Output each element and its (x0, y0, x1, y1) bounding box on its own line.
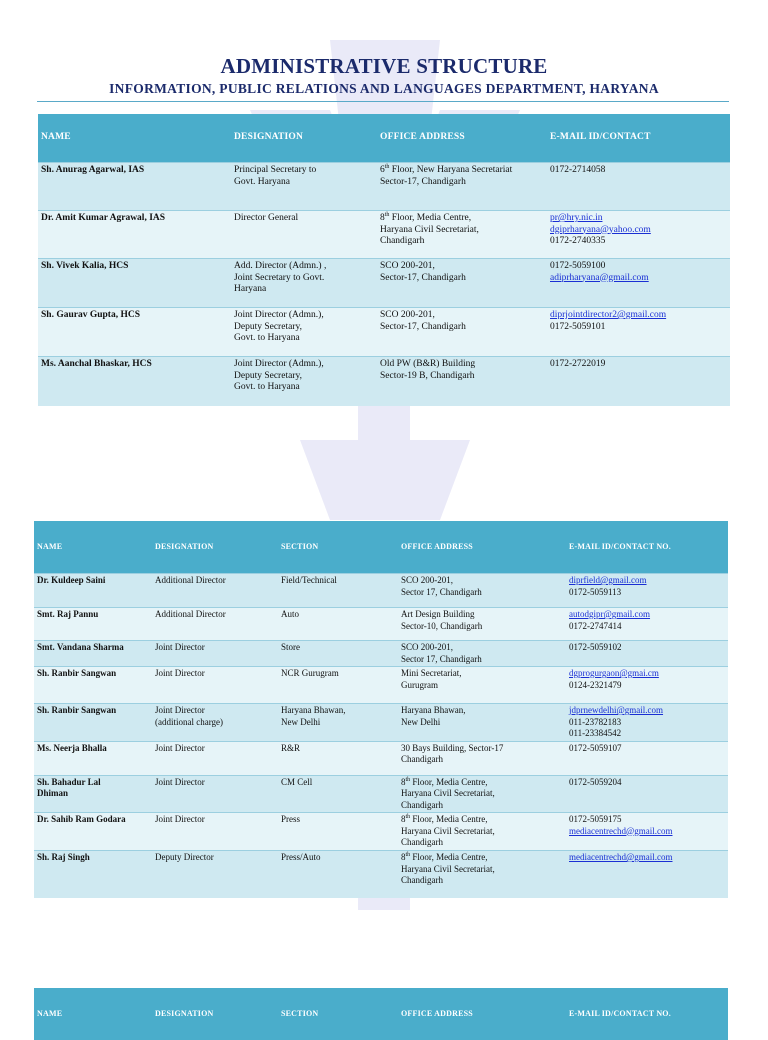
office-address (398, 741, 566, 775)
table-row (38, 259, 730, 308)
office-address (398, 775, 566, 813)
phone-number: 011-23782183 (569, 716, 622, 727)
floor-number: 8 (380, 213, 385, 223)
officer-name-line: Ms. Neerja Bhalla (37, 742, 107, 753)
contact-info (566, 775, 728, 813)
officer-name (34, 775, 152, 813)
contact-info (566, 741, 728, 775)
contact-line (569, 621, 725, 633)
contact-line (569, 642, 725, 654)
contact-info (547, 163, 730, 211)
col-header-designation: DESIGNATION (152, 521, 278, 574)
officer-designation (152, 813, 278, 851)
contact-line (569, 826, 725, 838)
phone-number: 0172-2714058 (550, 165, 606, 175)
contact-line (550, 165, 727, 177)
officer-section-line: Press/Auto (281, 852, 321, 862)
office-address-line: Haryana Civil Secretariat, (380, 224, 479, 235)
table-row (38, 163, 730, 211)
contact-line (550, 359, 727, 371)
officer-section (278, 851, 398, 898)
page-title: ADMINISTRATIVE STRUCTURE (220, 54, 548, 78)
office-address-line: SCO 200-201, (380, 261, 435, 271)
office-address-line: 30 Bays Building, Sector-17 (401, 742, 504, 753)
officer-designation-line: Joint Director (155, 705, 205, 715)
phone-number: 0172-5059101 (550, 321, 606, 332)
officer-designation (231, 308, 377, 357)
officer-designation-line: Joint Director (Admn.), (234, 359, 324, 369)
officer-designation-line: Deputy Secretary, (234, 370, 302, 381)
phone-number: 0172-5059100 (550, 261, 606, 271)
floor-number: 6 (380, 165, 385, 175)
phone-number: 0172-5059113 (569, 586, 622, 597)
contact-line (569, 743, 725, 755)
address-line (401, 777, 563, 789)
table-row (34, 608, 728, 641)
table-header-row (34, 521, 728, 574)
col-header-name: NAME (34, 521, 152, 574)
officer-name-line: Sh. Ranbir Sangwan (37, 705, 117, 715)
contact-info (547, 357, 730, 406)
officer-name-line: Dhiman (37, 788, 69, 798)
contact-info (566, 667, 728, 704)
officer-name: Dr. Amit Kumar Agrawal, IAS (38, 211, 231, 259)
contact-line (550, 322, 727, 334)
officer-section-line: Field/Technical (281, 575, 337, 585)
officer-name (34, 574, 152, 608)
phone-number: 0172-5059107 (569, 742, 622, 753)
officer-section-line: Haryana Bhawan, (281, 705, 346, 715)
office-address (398, 641, 566, 667)
officer-designation-line: Joint Director (155, 668, 205, 678)
office-address-line: Sector-17, Chandigarh (380, 176, 466, 187)
office-address-line: Sector 17, Chandigarh (401, 586, 482, 597)
office-address-line: Chandigarh (401, 799, 443, 810)
contact-line (550, 225, 727, 237)
contact-info (547, 259, 730, 308)
office-address (377, 211, 547, 259)
email-link[interactable]: jdprnewdelhi@gmail.com (569, 705, 664, 715)
officer-name-line: Sh. Raj Singh (37, 852, 90, 862)
officer-designation (231, 163, 377, 211)
email-link[interactable]: adiprharyana@gmail.com (550, 272, 649, 283)
contact-line (569, 609, 725, 621)
officer-name-line: Dr. Kuldeep Saini (37, 575, 106, 585)
phone-number: 0172-2722019 (550, 359, 606, 369)
office-address (398, 851, 566, 898)
address-line (401, 852, 563, 864)
officer-designation-line: (additional charge) (155, 716, 224, 727)
officer-designation (152, 775, 278, 813)
officer-section-line: CM Cell (281, 776, 313, 787)
officer-designation-line: Joint Director (Admn.), (234, 310, 324, 320)
table-row (34, 704, 728, 742)
contact-line (569, 680, 725, 692)
office-address (377, 357, 547, 406)
officer-section (278, 574, 398, 608)
phone-number: 0172-5059175 (569, 814, 622, 824)
officer-designation-line: Additional Director (155, 609, 226, 619)
contact-line (550, 310, 727, 322)
office-address-line: Chandigarh (401, 754, 443, 764)
officer-section (278, 667, 398, 704)
office-address-line: Sector-17, Chandigarh (380, 272, 466, 283)
table-row (34, 641, 728, 667)
table-header-row (38, 114, 730, 163)
officer-section-line: Store (281, 642, 300, 652)
officer-designation-line: Deputy Secretary, (234, 321, 302, 332)
office-address (377, 163, 547, 211)
office-address-line: Haryana Civil Secretariat, (401, 825, 495, 836)
officer-designation (152, 641, 278, 667)
table-row (38, 211, 730, 259)
officer-designation (152, 574, 278, 608)
email-link[interactable]: pr@hry.nic.in (550, 213, 603, 223)
contact-line (569, 668, 725, 680)
address-text: Floor, Media Centre, (410, 814, 488, 824)
officer-designation-line: Govt. Haryana (234, 176, 290, 187)
officer-name (34, 608, 152, 641)
officer-designation-line: Govt. to Haryana (234, 333, 300, 343)
office-address-line: Sector 17, Chandigarh (401, 653, 482, 664)
contact-info (566, 641, 728, 667)
office-address-line: Sector-17, Chandigarh (380, 321, 466, 332)
col-header-office-address: OFFICE ADDRESS (377, 114, 547, 163)
table-row (38, 357, 730, 406)
address-text: Floor, New Haryana Secretariat (389, 165, 513, 175)
officer-name (34, 813, 152, 851)
officer-section-line: R&R (281, 742, 301, 753)
officer-designation-line: Joint Director (155, 642, 205, 652)
contact-info (566, 813, 728, 851)
office-address-line: Chandigarh (380, 236, 425, 246)
address-line (380, 213, 544, 225)
office-address (398, 574, 566, 608)
ordinal-suffix: th (405, 852, 411, 858)
office-address (398, 704, 566, 742)
col-header-name: NAME (34, 988, 152, 1040)
officer-name (34, 667, 152, 704)
officer-section (278, 775, 398, 813)
officer-designation (152, 704, 278, 742)
contact-line (550, 213, 727, 225)
officer-name (34, 851, 152, 898)
address-line (380, 165, 544, 177)
col-header-office-address: OFFICE ADDRESS (398, 521, 566, 574)
table-row (38, 308, 730, 357)
col-header-name: NAME (38, 114, 231, 163)
ordinal-suffix: th (405, 814, 411, 820)
officer-section-line: Auto (281, 609, 299, 619)
officer-designation-line: Joint Director (155, 742, 205, 753)
col-header-contact: E-MAIL ID/CONTACT NO. (566, 988, 728, 1040)
email-link[interactable]: diprjointdirector2@gmail.com (550, 310, 667, 320)
table-row (34, 851, 728, 898)
col-header-section: SECTION (278, 988, 398, 1040)
title-divider (37, 101, 729, 102)
office-address-line: Haryana Bhawan, (401, 705, 466, 715)
contact-line (569, 587, 725, 599)
officer-designation (152, 741, 278, 775)
contact-info (566, 608, 728, 641)
officer-designation (231, 211, 377, 259)
office-address (377, 308, 547, 357)
office-address-line: Old PW (B&R) Building (380, 359, 476, 369)
contact-line (550, 273, 727, 285)
officer-designation-line: Haryana (234, 284, 267, 294)
table-row (34, 574, 728, 608)
officer-designation (231, 357, 377, 406)
table-row (34, 667, 728, 704)
office-address-line: SCO 200-201, (401, 575, 454, 585)
officer-name (34, 741, 152, 775)
contact-line (550, 261, 727, 273)
address-line (401, 814, 563, 826)
officer-section (278, 741, 398, 775)
contact-line (569, 814, 725, 826)
officer-section (278, 641, 398, 667)
office-address-line: Chandigarh (401, 875, 443, 885)
officer-name-line: Sh. Bahadur Lal (37, 776, 101, 787)
officer-name: Sh. Vivek Kalia, HCS (38, 259, 231, 308)
officer-designation (152, 667, 278, 704)
office-address-line: Chandigarh (401, 837, 443, 847)
officer-name (34, 704, 152, 742)
col-header-contact: E-MAIL ID/CONTACT NO. (566, 521, 728, 574)
email-link[interactable]: dgprogurgaon@gmai.cm (569, 668, 659, 678)
office-address (398, 608, 566, 641)
officer-designation (152, 608, 278, 641)
contact-line (550, 236, 727, 248)
email-link[interactable]: diprfield@gmail.com (569, 575, 647, 585)
officer-name: Ms. Aanchal Bhaskar, HCS (38, 357, 231, 406)
office-address-line: Haryana Civil Secretariat, (401, 788, 495, 798)
officer-section-line: NCR Gurugram (281, 668, 339, 678)
officer-designation-line: Director General (234, 213, 299, 223)
phone-number: 0172-5059102 (569, 642, 622, 652)
table-header-row (34, 988, 728, 1040)
officer-section (278, 704, 398, 742)
col-header-designation: DESIGNATION (152, 988, 278, 1040)
officer-name-line: Smt. Raj Pannu (37, 609, 99, 619)
office-address-line: SCO 200-201, (380, 310, 435, 320)
col-header-section: SECTION (278, 521, 398, 574)
contact-line (569, 728, 725, 740)
contact-line (569, 852, 725, 864)
officer-section-line: New Delhi (281, 716, 321, 727)
col-header-office-address: OFFICE ADDRESS (398, 988, 566, 1040)
contact-line (569, 575, 725, 587)
officer-section-line: Press (281, 814, 301, 824)
office-address-line: Mini Secretariat, (401, 668, 462, 678)
phone-number: 0172-5059204 (569, 776, 622, 787)
officer-designation-line: Joint Director (155, 814, 205, 824)
phone-number: 0172-2747414 (569, 620, 622, 631)
office-address-line: Haryana Civil Secretariat, (401, 863, 495, 874)
office-address-line: New Delhi (401, 716, 441, 727)
officer-name: Sh. Anurag Agarwal, IAS (38, 163, 231, 211)
page-subtitle: INFORMATION, PUBLIC RELATIONS AND LANGUAGES DEPARTMENT, HARYANA (109, 81, 659, 96)
officer-name-line: Sh. Ranbir Sangwan (37, 668, 117, 678)
email-link[interactable]: mediacentrechd@gmail.com (569, 852, 673, 862)
table-row (34, 813, 728, 851)
col-header-designation: DESIGNATION (231, 114, 377, 163)
officer-designation (152, 851, 278, 898)
officer-section (278, 813, 398, 851)
officer-designation-line: Joint Director (155, 776, 205, 787)
contact-line (569, 717, 725, 729)
officer-designation-line: Govt. to Haryana (234, 382, 300, 392)
address-text: Floor, Media Centre, (410, 776, 488, 787)
floor-number: 8 (401, 814, 406, 824)
contact-info (566, 704, 728, 742)
officer-designation-line: Joint Secretary to Govt. (234, 272, 325, 283)
ordinal-suffix: th (384, 163, 390, 170)
officer-section (278, 608, 398, 641)
office-address-line: Sector-10, Chandigarh (401, 620, 483, 631)
officers-table-3 (34, 988, 728, 1040)
contact-line (569, 705, 725, 717)
officer-designation (231, 259, 377, 308)
officer-name (34, 641, 152, 667)
table-row (34, 741, 728, 775)
contact-info (547, 211, 730, 259)
address-text: Floor, Media Centre, (389, 213, 472, 223)
officer-designation-line: Deputy Director (155, 852, 214, 862)
ordinal-suffix: th (405, 776, 411, 783)
phone-number: 011-23384542 (569, 728, 622, 738)
ordinal-suffix: th (384, 211, 390, 218)
table-row (34, 775, 728, 813)
contact-info (566, 851, 728, 898)
officer-designation-line: Additional Director (155, 575, 226, 585)
phone-number: 0124-2321479 (569, 679, 622, 690)
officers-table-2 (34, 521, 728, 898)
office-address-line: Sector-19 B, Chandigarh (380, 370, 475, 381)
office-address (398, 667, 566, 704)
contact-info (566, 574, 728, 608)
contact-line (569, 777, 725, 789)
email-link[interactable]: autodgipr@gmail.com (569, 609, 651, 619)
officer-designation-line: Add. Director (Admn.) , (234, 261, 327, 271)
officer-name-line: Smt. Vandana Sharma (37, 642, 124, 652)
email-link[interactable]: mediacentrechd@gmail.com (569, 825, 673, 836)
officer-name-line: Dr. Sahib Ram Godara (37, 814, 126, 824)
floor-number: 8 (401, 776, 406, 787)
office-address-line: Gurugram (401, 679, 438, 690)
office-address-line: SCO 200-201, (401, 642, 454, 652)
officers-table-1 (38, 114, 730, 406)
floor-number: 8 (401, 852, 406, 862)
office-address-line: Art Design Building (401, 609, 475, 619)
office-address (398, 813, 566, 851)
office-address (377, 259, 547, 308)
officer-name: Sh. Gaurav Gupta, HCS (38, 308, 231, 357)
officer-designation-line: Principal Secretary to (234, 165, 317, 175)
phone-number: 0172-2740335 (550, 236, 606, 246)
email-link[interactable]: dgiprharyana@yahoo.com (550, 224, 651, 235)
col-header-contact: E-MAIL ID/CONTACT (547, 114, 730, 163)
address-text: Floor, Media Centre, (410, 852, 488, 862)
contact-info (547, 308, 730, 357)
